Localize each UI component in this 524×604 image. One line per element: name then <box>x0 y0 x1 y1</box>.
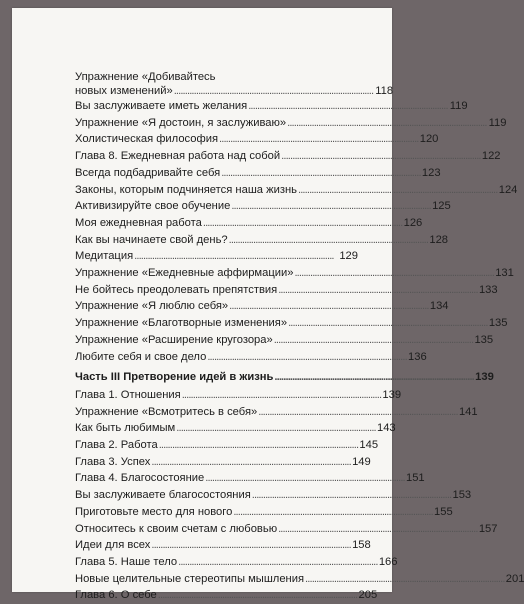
toc-entry <box>75 298 449 315</box>
toc-entry-title: Глава 6. О себе <box>75 589 157 602</box>
toc-entry-title: Всегда подбадривайте себя <box>75 166 221 179</box>
dot-leader <box>157 587 357 604</box>
dot-leader <box>204 470 404 487</box>
toc-entry-page: 145 <box>359 439 379 452</box>
toc-entry <box>75 148 501 165</box>
toc-entry <box>75 332 494 349</box>
toc-entry-title: Упражнение «Добивайтесь <box>75 71 216 83</box>
toc-entry <box>75 282 498 299</box>
dot-leader <box>158 437 358 454</box>
toc-entry-page: 135 <box>474 333 494 346</box>
dot-leader <box>287 315 487 332</box>
toc-entry-title: Относитесь к своим счетам с любовью <box>75 522 278 535</box>
dot-leader <box>150 537 350 554</box>
toc-entry <box>75 487 472 504</box>
toc-entry-page: 166 <box>378 555 398 568</box>
toc-entry-page: 129 <box>339 250 358 263</box>
toc-entry-title: Упражнение «Ежедневные аффирмации» <box>75 267 294 280</box>
toc-entry <box>75 504 453 521</box>
toc-entry-title: Упражнение «Я люблю себя» <box>75 300 229 313</box>
toc-entry-page: 155 <box>434 505 453 518</box>
toc-entry-page: 149 <box>352 455 371 468</box>
book-page <box>12 8 524 602</box>
toc-entry-page: 118 <box>375 85 394 97</box>
toc-entry-page: 141 <box>458 405 478 418</box>
toc-entry-title: Глава 1. Отношения <box>75 388 181 401</box>
toc-entry-page: 201 <box>505 572 524 585</box>
dot-leader <box>218 131 418 148</box>
dot-leader <box>230 198 430 215</box>
toc-entry-title: Часть III Претворение идей в жизнь <box>75 371 274 384</box>
toc-entry-page: 134 <box>429 300 449 313</box>
toc-entry <box>75 521 498 538</box>
toc-entry-page: 135 <box>488 317 508 330</box>
toc-entry-page: 120 <box>419 133 439 146</box>
toc-entry-title: Упражнение «Всмотритесь в себя» <box>75 405 258 418</box>
toc-entry <box>75 131 439 148</box>
dot-leader <box>257 404 457 421</box>
toc-entry <box>75 437 379 454</box>
dot-leader <box>280 148 480 165</box>
toc-entry <box>75 404 478 421</box>
dot-leader <box>202 215 402 232</box>
toc-entry <box>75 587 378 604</box>
toc-entry-page: 122 <box>481 150 501 163</box>
toc-entry-title: Глава 8. Ежедневная работа над собой <box>75 150 281 163</box>
toc-entry <box>75 115 507 132</box>
toc-entry-title: новых изменений» <box>75 85 173 97</box>
toc-entry-title: Активизируйте свое обучение <box>75 200 231 213</box>
toc-entry <box>75 554 398 571</box>
toc-entry-title: Новые целительные стереотипы мышления <box>75 572 305 585</box>
dot-leader <box>277 282 477 299</box>
toc-entry-page: 126 <box>403 216 423 229</box>
toc-entry <box>75 84 394 98</box>
toc-entry-page: 158 <box>352 539 371 552</box>
dot-leader <box>220 165 420 182</box>
toc-entry <box>75 454 371 471</box>
dot-leader <box>228 232 428 249</box>
dot-leader <box>133 248 338 265</box>
toc-entry <box>75 98 468 115</box>
toc-entry <box>75 248 358 265</box>
toc-entry-title: Глава 4. Благосостояние <box>75 472 205 485</box>
toc-entry-title: Как вы начинаете свой день? <box>75 233 228 246</box>
toc-entry-page: 205 <box>358 589 378 602</box>
toc-entry-title: Вы заслуживаете благосостояния <box>75 489 251 502</box>
toc-entry-title: Медитация <box>75 250 134 263</box>
toc-entry-title: Упражнение «Расширение кругозора» <box>75 333 273 346</box>
toc-entry-title: Не бойтесь преодолевать препятствия <box>75 283 278 296</box>
toc-entry-page: 151 <box>405 472 425 485</box>
toc-entry <box>75 349 427 366</box>
toc-entry <box>75 315 508 332</box>
toc-entry-page: 143 <box>376 422 396 435</box>
dot-leader <box>293 265 493 282</box>
dot-leader <box>177 554 377 571</box>
toc-entry-title: Законы, которым подчиняется наша жизнь <box>75 183 297 196</box>
toc-entry-page: 123 <box>421 166 441 179</box>
toc-entry <box>75 571 524 588</box>
toc-part-heading <box>75 369 494 386</box>
table-of-contents <box>75 70 524 604</box>
dot-leader <box>251 487 451 504</box>
toc-entry-page: 139 <box>475 371 494 384</box>
dot-leader <box>273 332 473 349</box>
toc-entry-page: 157 <box>478 522 498 535</box>
toc-entry-page: 119 <box>449 100 468 112</box>
toc-entry <box>75 232 449 249</box>
dot-leader <box>181 387 381 404</box>
toc-entry-title: Упражнение «Благотворные изменения» <box>75 317 288 330</box>
dot-leader <box>286 115 486 132</box>
toc-entry <box>75 215 423 232</box>
toc-entry-title: Холистическая философия <box>75 133 219 146</box>
toc-entry <box>75 420 396 437</box>
dot-leader <box>232 504 432 521</box>
dot-leader <box>150 454 350 471</box>
toc-entry-title: Глава 5. Наше тело <box>75 555 178 568</box>
toc-entry <box>75 198 451 215</box>
toc-entry <box>75 537 371 554</box>
dot-leader <box>273 369 473 386</box>
toc-entry <box>75 470 425 487</box>
toc-entry-page: 128 <box>429 233 449 246</box>
toc-entry-title: Приготовьте место для нового <box>75 505 233 518</box>
toc-entry-page: 153 <box>452 489 472 502</box>
dot-leader <box>173 84 373 98</box>
toc-entry-title: Глава 2. Работа <box>75 439 158 452</box>
toc-entry-page: 131 <box>495 267 514 280</box>
dot-leader <box>297 182 497 199</box>
toc-entry-page: 125 <box>432 200 451 213</box>
dot-leader <box>304 571 504 588</box>
toc-entry-title: Моя ежедневная работа <box>75 216 202 229</box>
toc-entry <box>75 165 441 182</box>
toc-entry-page: 124 <box>498 183 518 196</box>
toc-entry-title: Идеи для всех <box>75 539 151 552</box>
toc-entry-title: Вы заслуживаете иметь желания <box>75 100 248 112</box>
dot-leader <box>206 349 406 366</box>
toc-entry <box>75 182 518 199</box>
toc-entry-page: 139 <box>382 388 402 401</box>
toc-entry-page: 136 <box>408 350 427 363</box>
toc-entry-title: Глава 3. Успех <box>75 455 151 468</box>
dot-leader <box>228 298 428 315</box>
toc-entry-page: 119 <box>488 116 507 129</box>
dot-leader <box>277 521 477 538</box>
toc-entry-page: 133 <box>478 283 498 296</box>
toc-entry-title: Упражнение «Я достоин, я заслуживаю» <box>75 116 287 129</box>
dot-leader <box>247 98 447 115</box>
toc-entry-title: Любите себя и свое дело <box>75 350 207 363</box>
toc-entry-title: Как быть любимым <box>75 422 176 435</box>
toc-entry <box>75 265 514 282</box>
dot-leader <box>175 420 375 437</box>
toc-entry <box>75 387 402 404</box>
toc-entry <box>75 70 358 84</box>
